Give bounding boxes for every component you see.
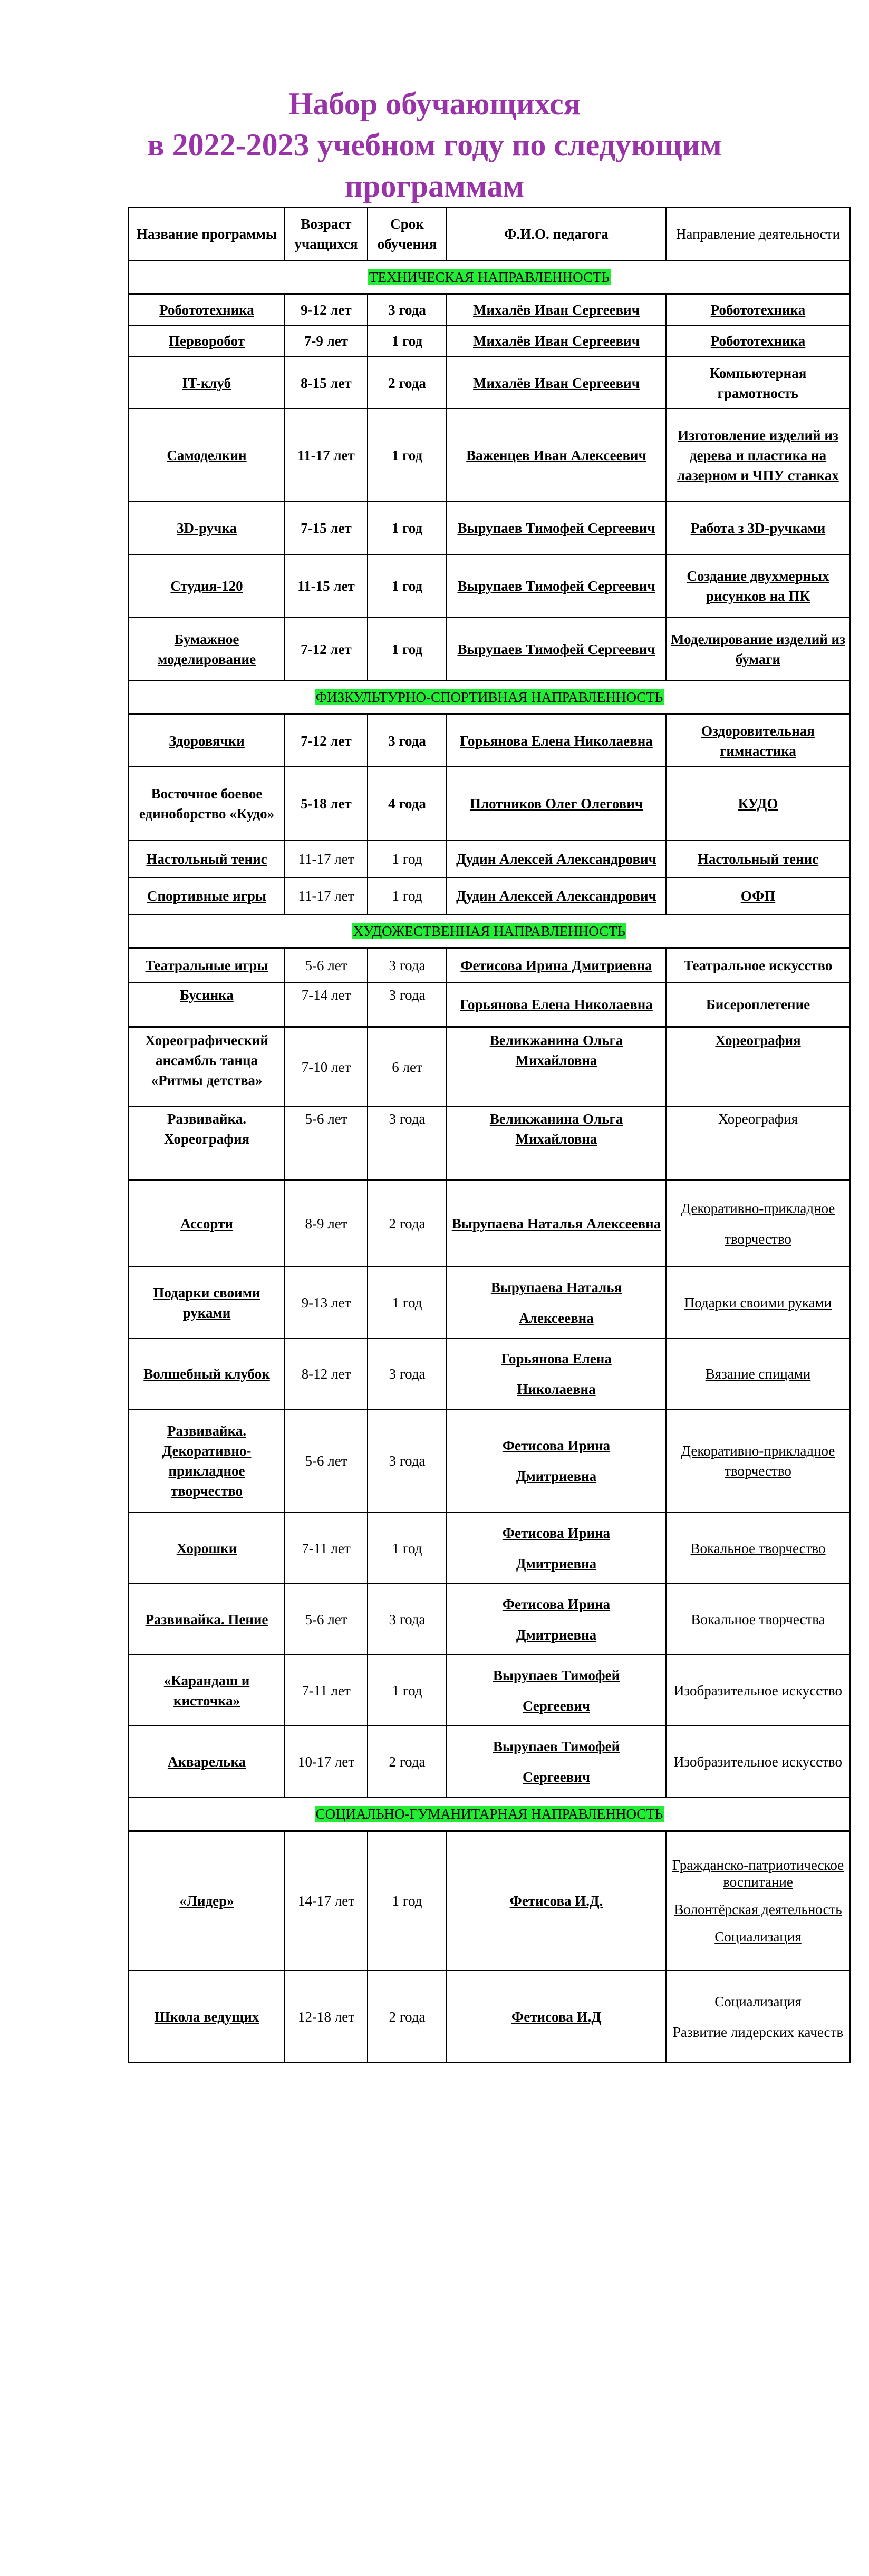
program-term: 1 год	[368, 1831, 447, 1970]
program-age: 7-10 лет	[285, 1027, 368, 1106]
program-term: 2 года	[368, 1726, 447, 1797]
program-age: 8-15 лет	[285, 357, 368, 409]
program-term: 3 года	[368, 1584, 447, 1655]
program-teacher	[447, 1267, 666, 1338]
direction-line: Гражданско-патриотическое воспитание	[672, 1857, 844, 1890]
program-teacher: Вырупаева Наталья Алексеевна	[447, 1180, 666, 1267]
header-direction: Направление деятельности	[666, 208, 850, 260]
program-term: 1 год	[368, 841, 447, 877]
program-direction: Моделирование изделий из бумаги	[666, 618, 850, 680]
direction-line: Социализация	[714, 1929, 802, 1945]
program-age: 8-9 лет	[285, 1180, 368, 1267]
program-name: Развивайка. Хореография	[129, 1106, 285, 1180]
program-teacher: Михалёв Иван Сергеевич	[447, 325, 666, 357]
program-term: 3 года	[368, 948, 447, 982]
program-age: 12-18 лет	[285, 1970, 368, 2063]
program-direction: КУДО	[666, 767, 850, 841]
program-teacher	[447, 1726, 666, 1797]
title-line-3: программам	[344, 169, 525, 203]
teacher-line: Алексеевна	[519, 1310, 594, 1326]
teacher-line: Фетисова Ирина	[502, 1596, 611, 1612]
program-age: 11-17 лет	[285, 841, 368, 877]
program-age: 5-6 лет	[285, 1584, 368, 1655]
table-row	[129, 325, 850, 357]
table-row	[129, 1726, 850, 1797]
teacher-line: Вырупаева Наталья	[490, 1279, 622, 1295]
program-age: 5-6 лет	[285, 1409, 368, 1513]
table-row	[129, 982, 850, 1027]
header-term: Срок обучения	[368, 208, 447, 260]
table-row	[129, 1831, 850, 1970]
program-name: Театральные игры	[129, 948, 285, 982]
program-direction: Компьютерная грамотность	[666, 357, 850, 409]
teacher-line: Дмитриевна	[516, 1626, 597, 1643]
section-art: ХУДОЖЕСТВЕННАЯ НАПРАВЛЕННОСТЬ	[353, 923, 626, 939]
program-direction: Вокальное творчества	[666, 1584, 850, 1655]
program-name: IT-клуб	[129, 357, 285, 409]
program-direction: Робототехника	[666, 325, 850, 357]
program-age: 10-17 лет	[285, 1726, 368, 1797]
program-age: 7-15 лет	[285, 502, 368, 554]
teacher-line: Сергеевич	[522, 1769, 591, 1785]
program-teacher	[447, 1409, 666, 1513]
program-term: 3 года	[368, 1106, 447, 1180]
program-name: Развивайка. Пение	[129, 1584, 285, 1655]
program-name: Здоровячки	[129, 714, 285, 767]
program-term: 3 года	[368, 294, 447, 325]
program-direction: Робототехника	[666, 294, 850, 325]
program-age: 7-12 лет	[285, 714, 368, 767]
program-age: 11-17 лет	[285, 409, 368, 502]
teacher-line: Фетисова Ирина	[502, 1525, 611, 1541]
program-term: 1 год	[368, 618, 447, 680]
program-direction: Декоративно-прикладное творчество	[666, 1409, 850, 1513]
program-teacher: Михалёв Иван Сергеевич	[447, 294, 666, 325]
teacher-line: Дмитриевна	[516, 1555, 597, 1572]
program-teacher	[447, 1584, 666, 1655]
table-row	[129, 767, 850, 841]
program-teacher	[447, 1338, 666, 1409]
table-header-row	[129, 208, 850, 260]
program-term: 3 года	[368, 1338, 447, 1409]
program-teacher	[447, 1513, 666, 1584]
teacher-line: Вырупаев Тимофей	[493, 1738, 620, 1754]
program-teacher	[447, 1655, 666, 1726]
program-age: 5-18 лет	[285, 767, 368, 841]
program-name: Развивайка. Декоративно-прикладное творчество	[129, 1409, 285, 1513]
program-name: Хорошки	[129, 1513, 285, 1584]
program-name: Волшебный клубок	[129, 1338, 285, 1409]
program-age: 9-13 лет	[285, 1267, 368, 1338]
table-row	[129, 714, 850, 767]
program-name: Восточное боевое единоборство «Кудо»	[129, 767, 285, 841]
program-term: 1 год	[368, 554, 447, 618]
program-age: 14-17 лет	[285, 1831, 368, 1970]
program-name: Робототехника	[129, 294, 285, 325]
direction-line: Волонтёрская деятельность	[674, 1901, 842, 1917]
table-row	[129, 1338, 850, 1409]
program-name: «Лидер»	[129, 1831, 285, 1970]
program-term: 3 года	[368, 982, 447, 1027]
section-row	[129, 914, 850, 948]
section-row	[129, 1797, 850, 1831]
title-line-1: Набор обучающихся	[288, 86, 581, 121]
header-teacher: Ф.И.О. педагога	[447, 208, 666, 260]
table-row	[129, 841, 850, 877]
program-direction: Подарки своими руками	[666, 1267, 850, 1338]
program-direction: Настольный тенис	[666, 841, 850, 877]
table-row	[129, 294, 850, 325]
program-teacher: Важенцев Иван Алексеевич	[447, 409, 666, 502]
table-row	[129, 618, 850, 680]
program-name: Настольный тенис	[129, 841, 285, 877]
program-teacher: Вырупаев Тимофей Сергеевич	[447, 502, 666, 554]
program-age: 7-11 лет	[285, 1655, 368, 1726]
program-direction: Изготовление изделий из дерева и пластика на лазерном и ЧПУ станках	[666, 409, 850, 502]
program-age: 5-6 лет	[285, 948, 368, 982]
title-line-2: в 2022-2023 учебном году по следующим	[147, 128, 722, 162]
program-teacher: Горьянова Елена Николаевна	[447, 714, 666, 767]
table-row	[129, 1970, 850, 2063]
program-term: 1 год	[368, 877, 447, 914]
program-name: Самоделкин	[129, 409, 285, 502]
program-direction: Изобразительное искусство	[666, 1655, 850, 1726]
section-technical: ТЕХНИЧЕСКАЯ НАПРАВЛЕННОСТЬ	[369, 269, 610, 285]
program-name: Бусинка	[129, 982, 285, 1027]
direction-line: Декоративно-прикладное	[681, 1201, 835, 1216]
program-direction: Оздоровительная гимнастика	[666, 714, 850, 767]
program-name: Хореографический ансамбль танца «Ритмы детства»	[129, 1027, 285, 1106]
program-teacher: Михалёв Иван Сергеевич	[447, 357, 666, 409]
table-row	[129, 1409, 850, 1513]
program-teacher: Вырупаев Тимофей Сергеевич	[447, 618, 666, 680]
program-name: Подарки своими руками	[129, 1267, 285, 1338]
table-row	[129, 502, 850, 554]
direction-line: творчество	[725, 1231, 791, 1247]
program-age: 5-6 лет	[285, 1106, 368, 1180]
program-term: 3 года	[368, 1409, 447, 1513]
program-name: «Карандаш и кисточка»	[129, 1655, 285, 1726]
program-teacher: Фетисова Ирина Дмитриевна	[447, 948, 666, 982]
table-row	[129, 1027, 850, 1106]
program-name: 3D-ручка	[129, 502, 285, 554]
program-teacher: Великжанина Ольга Михайловна	[447, 1106, 666, 1180]
teacher-line: Николаевна	[517, 1381, 596, 1397]
section-social: СОЦИАЛЬНО-ГУМАНИТАРНАЯ НАПРАВЛЕННОСТЬ	[315, 1806, 663, 1822]
program-name: Перворобот	[129, 325, 285, 357]
programs-table	[128, 207, 851, 2063]
program-teacher: Вырупаев Тимофей Сергеевич	[447, 554, 666, 618]
program-term: 1 год	[368, 1655, 447, 1726]
teacher-line: Горьянова Елена	[501, 1350, 612, 1367]
teacher-line: Фетисова Ирина	[502, 1438, 611, 1453]
teacher-line: Вырупаев Тимофей	[493, 1667, 620, 1683]
program-age: 7-9 лет	[285, 325, 368, 357]
program-direction: Хореография	[666, 1106, 850, 1180]
program-teacher: Фетисова И.Д	[447, 1970, 666, 2063]
program-term: 2 года	[368, 1180, 447, 1267]
program-term: 3 года	[368, 714, 447, 767]
program-name: Акварелька	[129, 1726, 285, 1797]
program-age: 11-17 лет	[285, 877, 368, 914]
program-term: 2 года	[368, 357, 447, 409]
program-direction	[666, 1970, 850, 2063]
program-direction: Бисероплетение	[666, 982, 850, 1027]
section-row	[129, 260, 850, 294]
section-row	[129, 680, 850, 714]
program-teacher: Дудин Алексей Александрович	[447, 841, 666, 877]
program-age: 11-15 лет	[285, 554, 368, 618]
program-direction	[666, 1831, 850, 1970]
program-term: 6 лет	[368, 1027, 447, 1106]
table-row	[129, 948, 850, 982]
program-age: 7-11 лет	[285, 1513, 368, 1584]
direction-line: Социализация	[714, 1993, 802, 2009]
program-direction: Создание двухмерных рисунков на ПК	[666, 554, 850, 618]
table-row	[129, 1513, 850, 1584]
program-age: 7-12 лет	[285, 618, 368, 680]
table-row	[129, 1180, 850, 1267]
page-title	[0, 83, 869, 207]
program-teacher: Дудин Алексей Александрович	[447, 877, 666, 914]
teacher-line: Сергеевич	[522, 1697, 591, 1714]
header-age: Возраст учащихся	[285, 208, 368, 260]
table-row	[129, 877, 850, 914]
program-name: Ассорти	[129, 1180, 285, 1267]
program-name: Студия-120	[129, 554, 285, 618]
program-term: 1 год	[368, 409, 447, 502]
program-teacher: Великжанина Ольга Михайловна	[447, 1027, 666, 1106]
program-term: 1 год	[368, 325, 447, 357]
program-name: Школа ведущих	[129, 1970, 285, 2063]
section-sport: ФИЗКУЛЬТУРНО-СПОРТИВНАЯ НАПРАВЛЕННОСТЬ	[315, 689, 663, 705]
program-direction: Вокальное творчество	[666, 1513, 850, 1584]
program-direction: Вязание спицами	[666, 1338, 850, 1409]
table-row	[129, 1655, 850, 1726]
program-direction: Работа з 3D-ручками	[666, 502, 850, 554]
teacher-line: Дмитриевна	[516, 1468, 597, 1484]
direction-line: Развитие лидерских качеств	[672, 2024, 844, 2040]
program-term: 4 года	[368, 767, 447, 841]
table-row	[129, 1584, 850, 1655]
program-term: 1 год	[368, 1267, 447, 1338]
program-direction: Хореография	[666, 1027, 850, 1106]
program-term: 2 года	[368, 1970, 447, 2063]
program-age: 8-12 лет	[285, 1338, 368, 1409]
header-name: Название программы	[129, 208, 285, 260]
program-direction: Театральное искусство	[666, 948, 850, 982]
table-row	[129, 409, 850, 502]
table-row	[129, 554, 850, 618]
table-row	[129, 1267, 850, 1338]
program-direction: Изобразительное искусство	[666, 1726, 850, 1797]
program-direction	[666, 1180, 850, 1267]
table-row	[129, 1106, 850, 1180]
program-name: Бумажное моделирование	[129, 618, 285, 680]
program-age: 9-12 лет	[285, 294, 368, 325]
program-direction: ОФП	[666, 877, 850, 914]
program-age: 7-14 лет	[285, 982, 368, 1027]
program-teacher: Горьянова Елена Николаевна	[447, 982, 666, 1027]
program-teacher: Плотников Олег Олегович	[447, 767, 666, 841]
program-term: 1 год	[368, 502, 447, 554]
program-teacher: Фетисова И.Д.	[447, 1831, 666, 1970]
program-term: 1 год	[368, 1513, 447, 1584]
table-row	[129, 357, 850, 409]
program-name: Спортивные игры	[129, 877, 285, 914]
